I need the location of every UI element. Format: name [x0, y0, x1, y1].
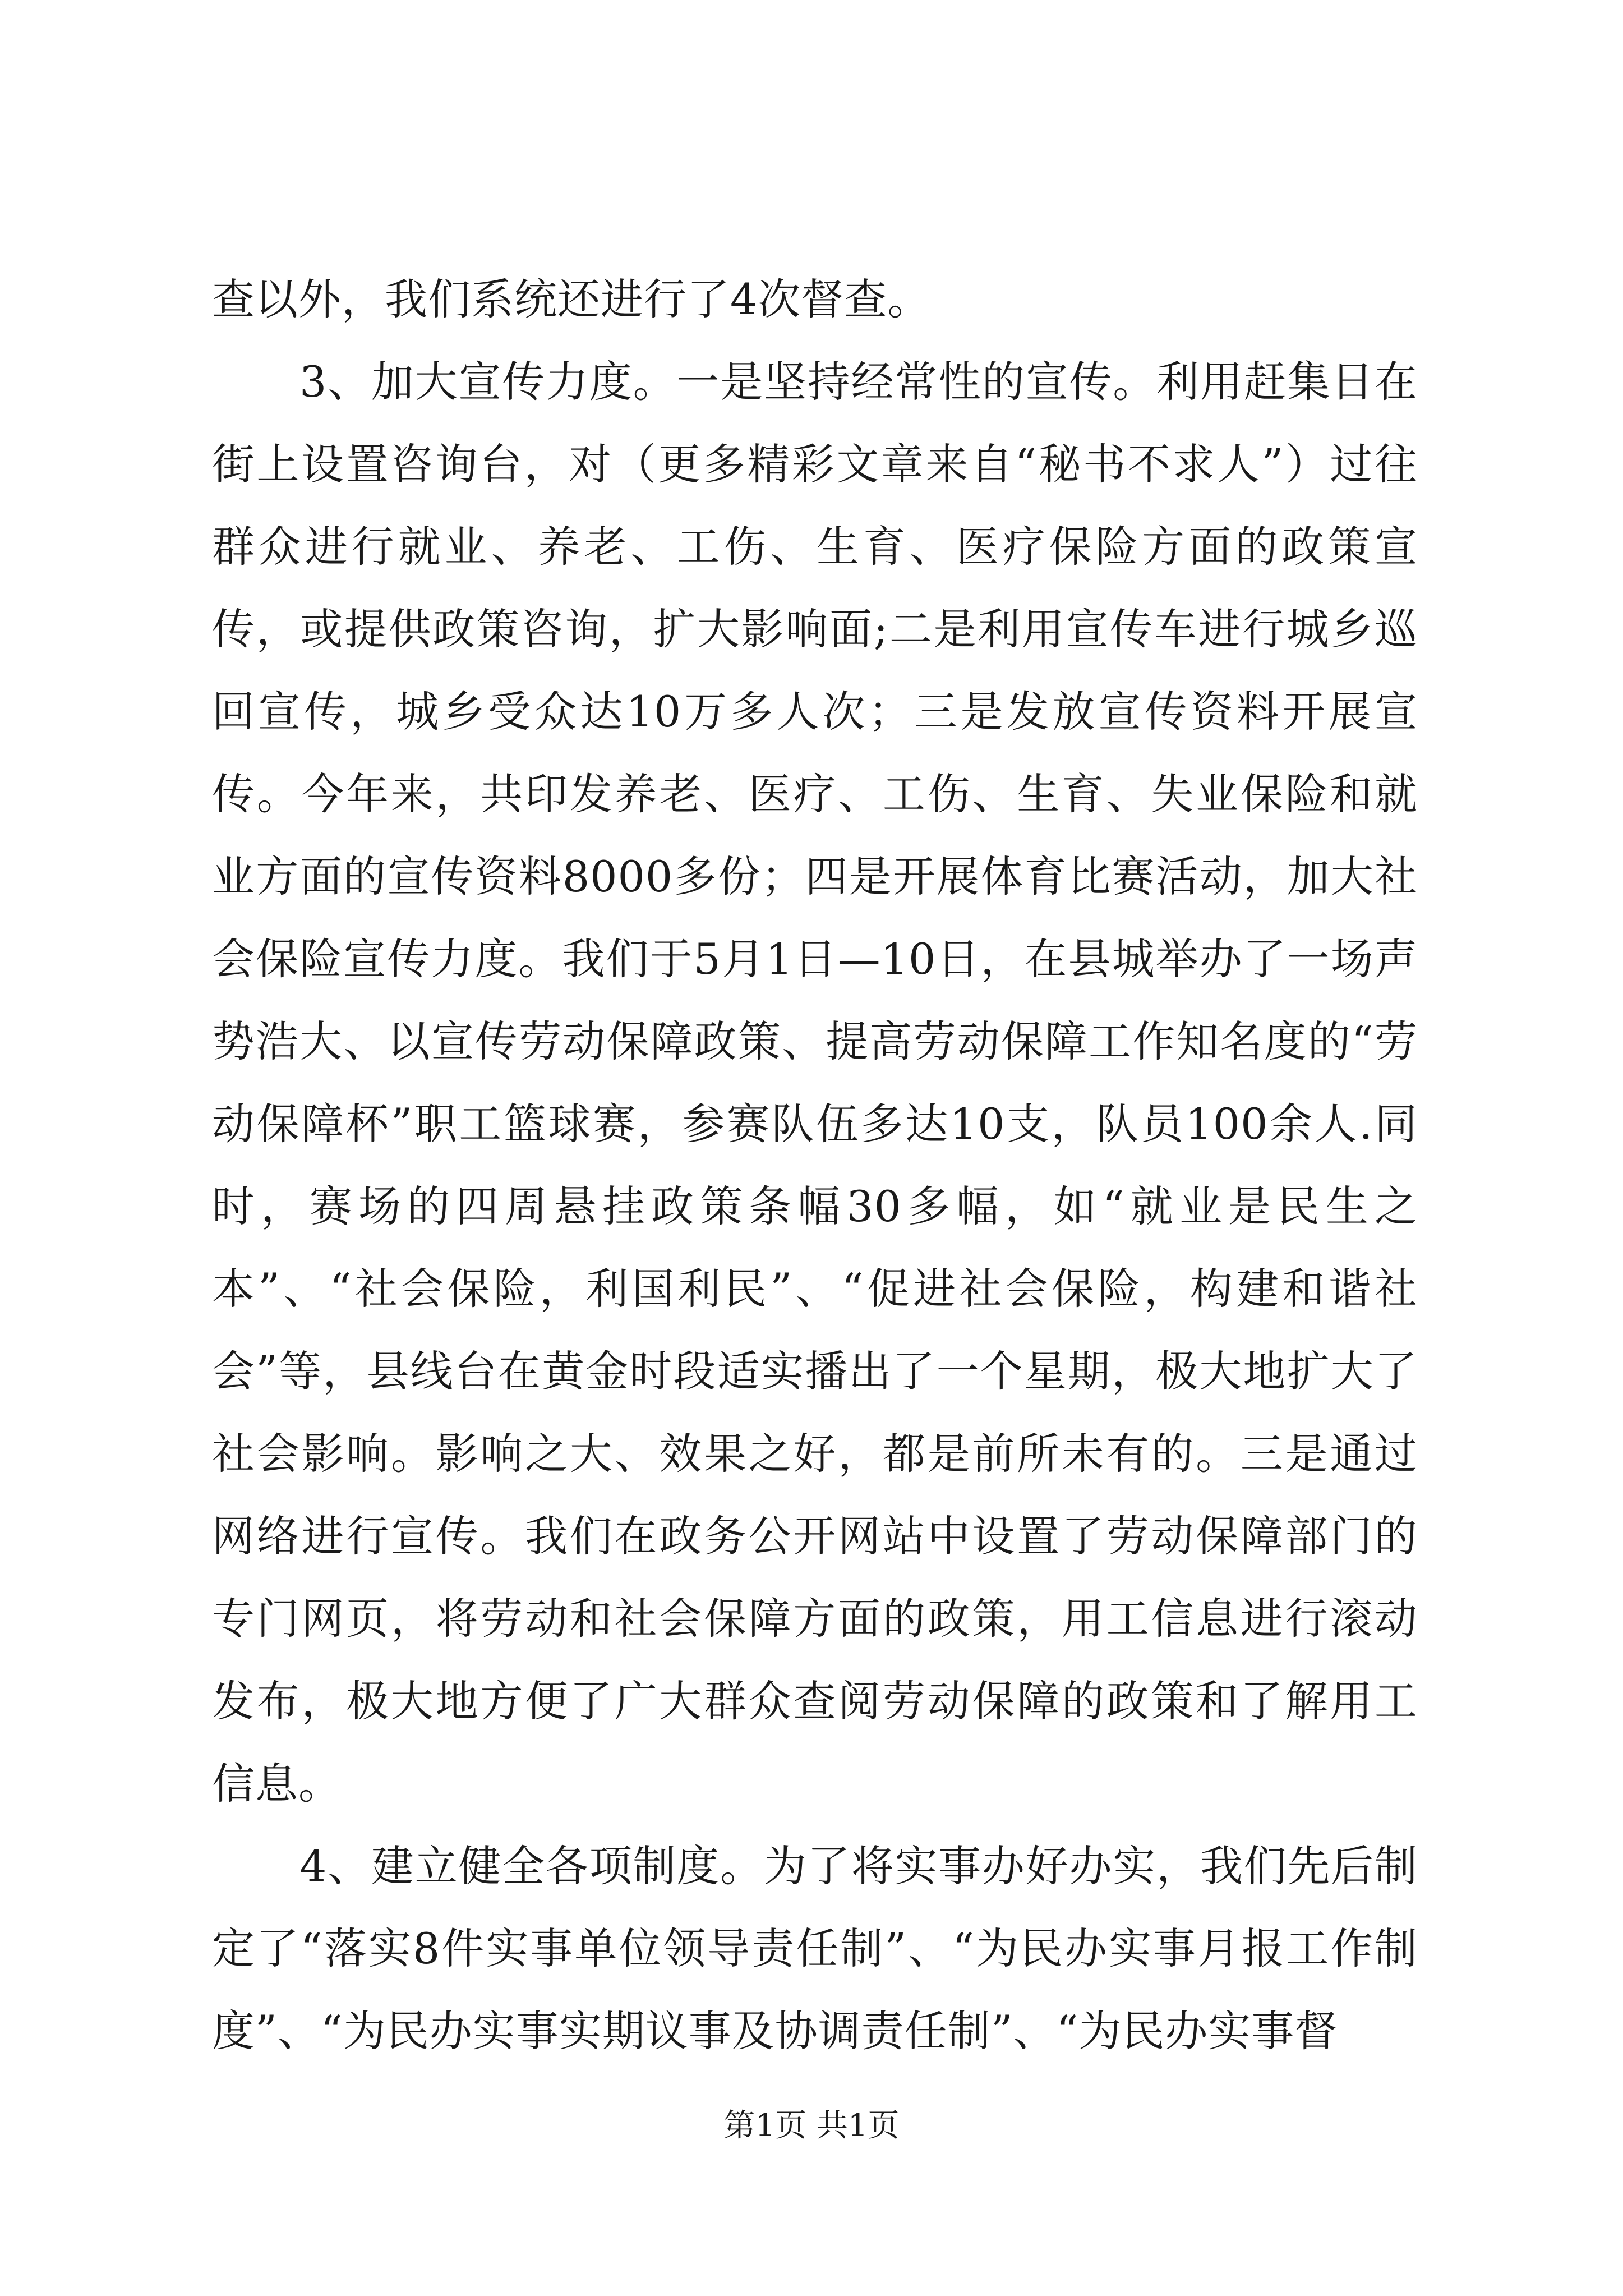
paragraph-continuation: 查以外，我们系统还进行了4次督查。 [212, 274, 931, 324]
paragraph-item-4: 4、建立健全各项制度。为了将实事办好办实，我们先后制定了“落实8件实事单位领导责任制”、“为民办实事月报工作制度”、“为民办实事实期议事及协调责任制”、“为民办实事督 [212, 1841, 1418, 2056]
page-number-footer: 第1页 共1页 [723, 2108, 900, 2144]
document-body [212, 258, 1418, 2072]
paragraph-item-3: 3、加大宣传力度。一是坚持经常性的宣传。利用赶集日在街上设置咨询台，对（更多精彩文章来自“秘书不求人”）过往群众进行就业、养老、工伤、生育、医疗保险方面的政策宣传，或提供政策咨询，扩大影响面;二是利用宣传车进行城乡巡回宣传，城乡受众达10万多人次；三是发放宣传资料开展宣传。今年来，共印发养老、医疗、工伤、生育、失业保险和就业方面的宣传资料8000多份；四是开展体育比赛活动，加大社会保险宣传力度。我们于5月1日—10日，在县城举办了一场声势浩大、以宣传劳动保障政策、提高劳动保障工作知名度的“劳动保障杯”职工篮球赛，参赛队伍多达10支，队员100余人.同时，赛场的四周悬挂政策条幅30多幅，如“就业是民生之本”、“社会保险，利国利民”、“促进社会保险，构建和谐社会”等，县线台在黄金时段适实播出了一个星期，极大地扩大了社会影响。影响之大、效果之好，都是前所未有的。三是通过网络进行宣传。我们在政务公开网站中设置了劳动保障部门的专门网页，将劳动和社会保障方面的政策，用工信息进行滚动发布，极大地方便了广大群众查阅劳动保障的政策和了解用工信息。 [212, 357, 1418, 1809]
